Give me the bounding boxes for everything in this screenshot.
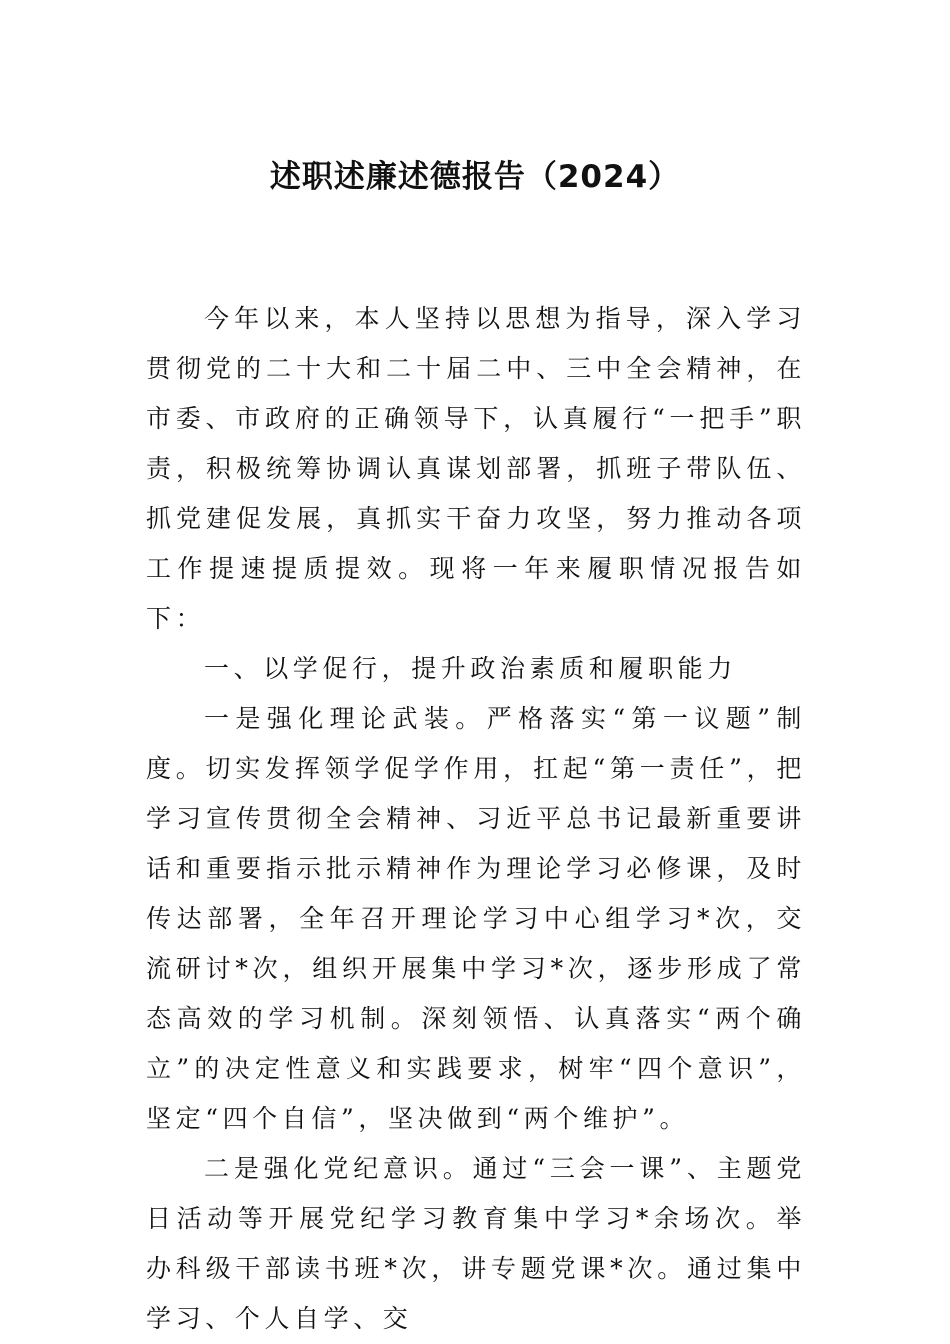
section-heading-1: 一、以学促行，提升政治素质和履职能力 bbox=[204, 654, 737, 683]
paragraph-intro: 今年以来，本人坚持以思想为指导，深入学习贯彻党的二十大和二十届二中、三中全会精神，在市委、市政府的正确领导下，认真履行“一把手”职责，积极统筹协调认真谋划部署，抓班子带队伍、抓党建促发展，真抓实干奋力攻坚，努力推动各项工作提速提质提效。现将一年来履职情况报告如下： bbox=[146, 304, 806, 633]
paragraph-discipline: 二是强化党纪意识。通过“三会一课”、主题党日活动等开展党纪学习教育集中学习*余场次。举办科级干部读书班*次，讲专题党课*次。通过集中学习、个人自学、交 bbox=[146, 1154, 806, 1333]
document-body bbox=[146, 294, 806, 1344]
document-title: 述职述廉述德报告（2024） bbox=[269, 159, 681, 195]
paragraph-theory: 一是强化理论武装。严格落实“第一议题”制度。切实发挥领学促学作用，扛起“第一责任”，把学习宣传贯彻全会精神、习近平总书记最新重要讲话和重要指示批示精神作为理论学习必修课，及时传达部署，全年召开理论学习中心组学习*次，交流研讨*次，组织开展集中学习*次，逐步形成了常态高效的学习机制。深刻领悟、认真落实“两个确立”的决定性意义和实践要求，树牢“四个意识”，坚定“四个自信”，坚决做到“两个维护”。 bbox=[146, 704, 806, 1133]
